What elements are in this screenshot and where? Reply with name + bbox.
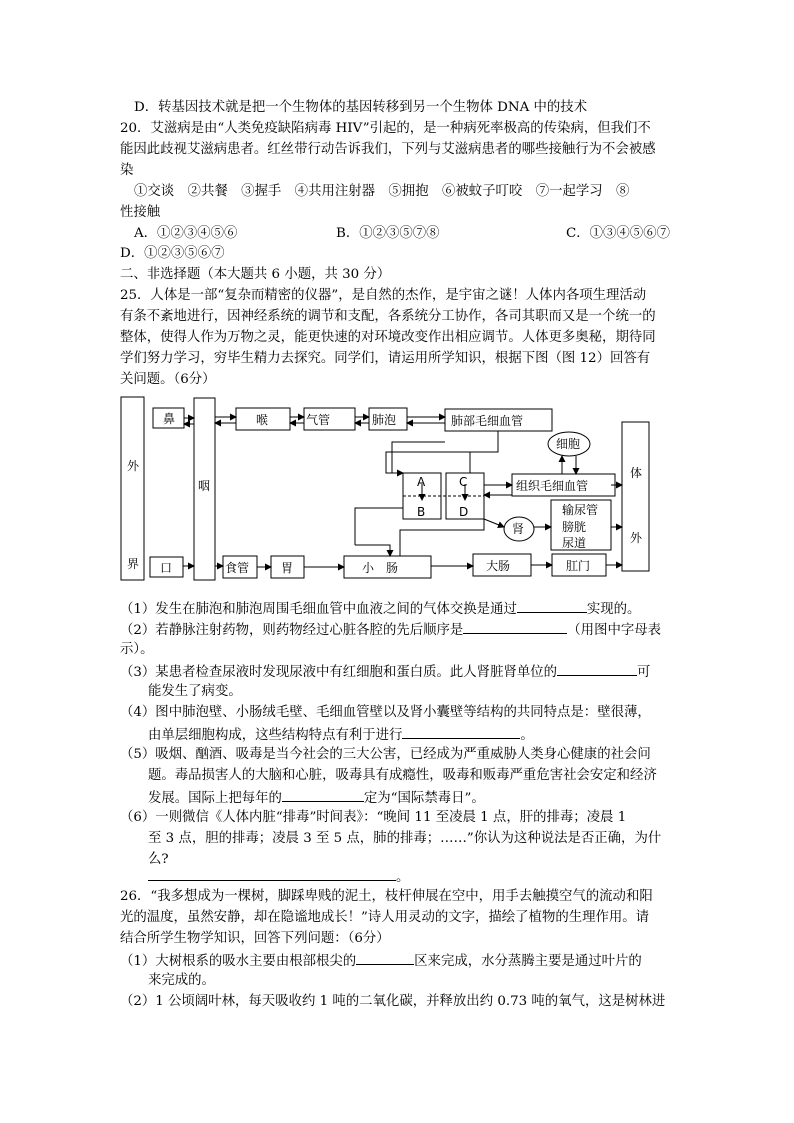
q26-stem-line-3: 结合所学生物学知识，回答下列问题：（6分） [120,931,390,946]
label-alveoli: 肺泡 [372,413,397,427]
label-kidney: 肾 [512,522,525,536]
q26-part-2-line-1: （2）1 公顷阔叶林，每天吸收约 1 吨的二氧化碳，并释放出约 0.73 吨的氧气，这是树林进 [120,994,666,1009]
q20-items-line-2: 性接触 [120,205,161,220]
q26-stem-line-1: 26．“我多想成为一棵树，脚踩卑贱的泥土，枝杆伸展在空中，用手去触摸空气的流动和阳 [120,889,653,904]
body-outside-box [622,422,649,571]
q25-part-5-tail: 定为“国际禁毒日”。 [363,791,485,806]
q26-part-1-cont: 来完成的。 [148,973,215,988]
q25-part-4-text: 由单层细胞构成，这些结构特点有利于进行 [148,728,403,743]
answer-blank[interactable] [282,787,364,802]
q25-part-2-text: （2）若静脉注射药物，则药物经过心脏各腔的先后顺序是 [120,623,464,638]
q25-stem-line-1: 25．人体是一部“复杂而精密的仪器”，是自然的杰作，是宇宙之谜！人体内各项生理活动 [120,288,647,303]
q26-part-1 [120,950,642,972]
label-nose: 鼻 [163,412,176,426]
label-ti: 体 [630,466,643,480]
label-esophagus: 食管 [225,561,250,575]
q25-part-5-text: 发展。国际上把每年的 [148,791,282,806]
label-a: A [417,475,426,489]
label-urethra: 尿道 [562,536,587,550]
q20-stem-line-1: 20．艾滋病是由“人类免疫缺陷病毒 HIV”引起的，是一种病死率极高的传染病，但我们不 [120,121,651,136]
q25-part-1-tail: 实现的。 [586,602,641,617]
label-c: C [459,475,468,489]
q25-stem-line-4: 学们努力学习，穷毕生精力去探究。同学们，请运用所学知识，根据下图（图 12）回答有 [120,351,651,366]
q20-option-b: B．①②③⑤⑦⑧ [336,226,440,241]
q25-part-2 [120,619,661,641]
q25-part-5-line-2: 题。毒品损害人的大脑和心脏，吸毒具有成瘾性，吸毒和贩毒严重危害社会安定和经济 [148,768,657,783]
answer-blank[interactable] [402,724,520,739]
q25-part-4-tail: 。 [520,728,534,743]
q25-part-6-line-2: 至 3 点，胆的排毒；凌晨 3 至 5 点，肺的排毒；……”你认为这种说法是否正确，为什 [148,831,662,846]
q25-part-6-line-4 [148,866,409,888]
label-tiwai: 外 [630,531,643,545]
q19-option-d: D．转基因技术就是把一个生物体的基因转移到另一个生物体 DNA 中的技术 [134,100,588,115]
answer-blank[interactable] [148,866,396,881]
answer-blank[interactable] [557,661,637,676]
label-small-intestine: 小 肠 [362,561,399,575]
q25-part-2-cont: 示）。 [120,642,154,657]
q26-stem-line-2: 光的温度，虽然安静，却在隐谧地成长！”诗人用灵动的文字，描绘了植物的生理作用。请 [120,910,650,925]
label-jie: 界 [127,557,140,571]
outside-world-box [121,397,144,580]
q25-part-1 [120,598,640,620]
q20-stem-line-2: 能因此歧视艾滋病患者。红丝带行动告诉我们，下列与艾滋病患者的哪些接触行为不会被感 [120,142,656,157]
label-anus: 肛门 [566,559,591,573]
q20-items-line-1: ①交谈 ②共餐 ③握手 ④共用注射器 ⑤拥抱 ⑥被蚊子叮咬 ⑦一起学习 ⑧ [134,184,630,199]
q20-option-a: A．①②③④⑤⑥ [134,226,238,241]
label-lung-capillary: 肺部毛细血管 [451,414,524,428]
q25-part-3 [120,661,650,683]
q25-part-3-text: （3）某患者检查尿液时发现尿液中有红细胞和蛋白质。此人肾脏肾单位的 [120,665,558,680]
label-tissue-capillary: 组织毛细血管 [516,479,589,493]
label-bladder: 膀胱 [562,520,587,534]
label-large-intestine: 大肠 [486,559,511,573]
q25-part-3-tail: 可 [637,665,651,680]
q25-stem-line-2: 有条不紊地进行，因神经系统的调节和支配，各系统分工协作，各司其职而又是一个统一的 [120,309,656,324]
q25-part-3-cont: 能发生了病变。 [148,684,242,699]
q20-stem-line-3: 染 [120,163,134,178]
label-ureter: 输尿管 [562,503,599,517]
q25-part-4-line-2 [148,724,534,746]
label-mouth: 口 [160,561,173,575]
q25-stem-line-5: 关问题。（6分） [120,372,216,387]
q25-part-4-line-1: （4）图中肺泡壁、小肠绒毛壁、毛细血管壁以及肾小囊壁等结构的共同特点是：壁很薄， [120,705,651,720]
q25-part-6-line-3: 么? [148,852,169,867]
label-d: D [459,505,469,519]
section-heading: 二、非选择题（本大题共 6 小题，共 30 分） [120,267,391,282]
q25-part-6-line-1: （6）一则微信《人体内脏“排毒”时间表》：“晚间 11 至凌晨 1 点，肝的排毒；凌晨 1 [120,810,627,825]
q25-part-1-text: （1）发生在肺泡和肺泡周围毛细血管中血液之间的气体交换是通过 [120,602,517,617]
label-pharynx: 咽 [198,479,211,493]
answer-blank[interactable] [356,950,414,965]
label-larynx: 喉 [256,413,269,427]
q25-part-2-tail: （用图中字母表 [567,623,662,638]
q26-part-1-text: （1）大树根系的吸水主要由根部根尖的 [120,954,357,969]
label-trachea: 气管 [306,413,331,427]
label-cell: 细胞 [556,437,581,451]
label-b: B [417,505,426,519]
answer-blank[interactable] [517,598,587,613]
label-wai: 外 [127,459,140,473]
q20-option-d: D．①②③⑤⑥⑦ [120,246,225,261]
q25-stem-line-3: 整体，使得人作为万物之灵，能更快速的对环境改变作出相应调节。人体更多奥秘，期待同 [120,330,656,345]
q20-option-c: C．①③④⑤⑥⑦ [566,226,670,241]
label-stomach: 胃 [281,561,294,575]
q25-part-5-line-3 [148,787,485,809]
answer-blank[interactable] [463,619,567,634]
q25-part-6-tail: 。 [396,870,410,885]
q26-part-1-tail: 区来完成，水分蒸腾主要是通过叶片的 [414,954,642,969]
q25-part-5-line-1: （5）吸烟、酗酒、吸毒是当今社会的三大公害，已经成为严重威胁人类身心健康的社会问 [120,747,651,762]
